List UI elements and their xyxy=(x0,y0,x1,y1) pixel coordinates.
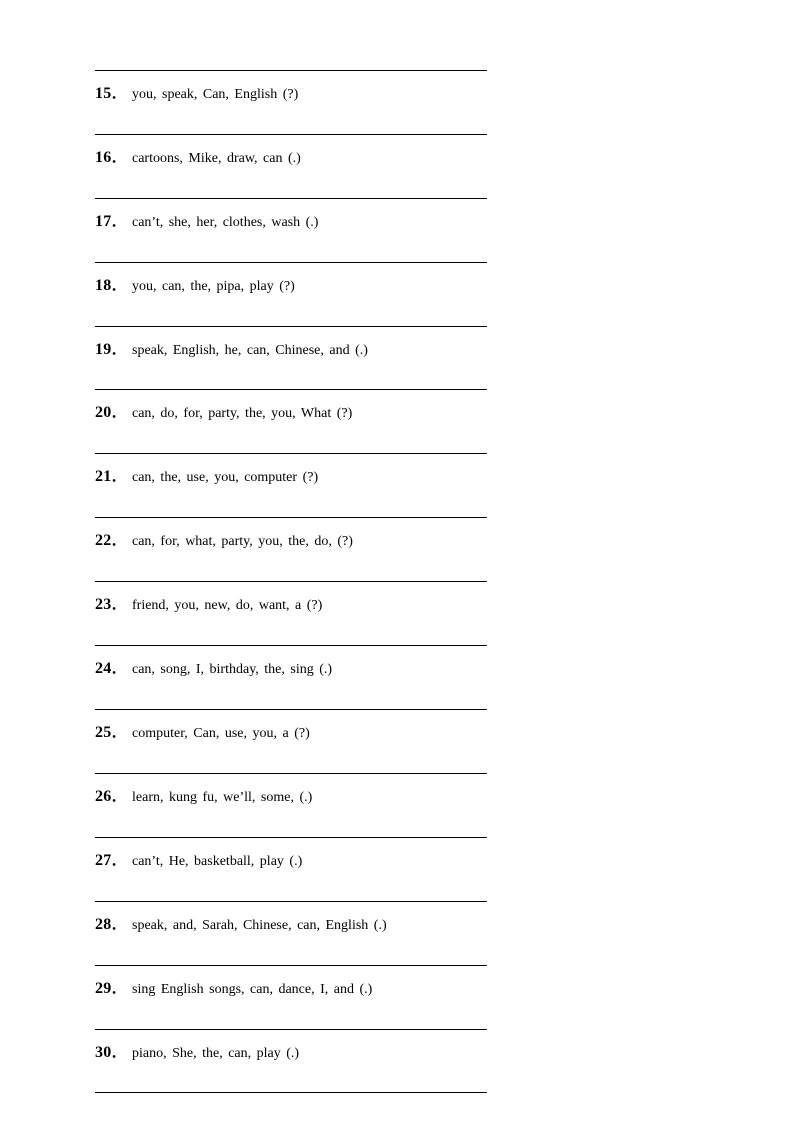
question-18 xyxy=(95,274,487,298)
answer-line[interactable] xyxy=(95,1092,487,1093)
question-words: cartoons, Mike, draw, can (.) xyxy=(132,151,301,166)
question-number: 21． xyxy=(95,468,128,485)
question-words: can’t, He, basketball, play (.) xyxy=(132,854,303,869)
question-number: 29． xyxy=(95,980,128,997)
answer-line[interactable] xyxy=(95,453,487,454)
question-words: learn, kung fu, we’ll, some, (.) xyxy=(132,790,313,805)
question-number: 25． xyxy=(95,724,128,741)
question-21 xyxy=(95,465,487,489)
question-words: computer, Can, use, you, a (?) xyxy=(132,726,310,741)
question-words: speak, English, he, can, Chinese, and (.) xyxy=(132,343,368,358)
question-number: 20． xyxy=(95,404,128,421)
question-22 xyxy=(95,529,487,553)
question-number: 22． xyxy=(95,532,128,549)
answer-line[interactable] xyxy=(95,645,487,646)
answer-line[interactable] xyxy=(95,389,487,390)
answer-line[interactable] xyxy=(95,581,487,582)
question-words: you, speak, Can, English (?) xyxy=(132,87,299,102)
question-30 xyxy=(95,1041,487,1065)
question-words: can, the, use, you, computer (?) xyxy=(132,470,319,485)
answer-line xyxy=(95,70,487,71)
question-number: 26． xyxy=(95,788,128,805)
question-15 xyxy=(95,82,487,106)
question-words: can, song, I, birthday, the, sing (.) xyxy=(132,662,333,677)
answer-line[interactable] xyxy=(95,517,487,518)
question-number: 19． xyxy=(95,341,128,358)
question-number: 17． xyxy=(95,213,128,230)
question-20 xyxy=(95,401,487,425)
question-number: 30． xyxy=(95,1044,128,1061)
question-number: 23． xyxy=(95,596,128,613)
answer-line[interactable] xyxy=(95,326,487,327)
question-26 xyxy=(95,785,487,809)
question-28 xyxy=(95,913,487,937)
answer-line[interactable] xyxy=(95,901,487,902)
question-words: piano, She, the, can, play (.) xyxy=(132,1046,300,1061)
answer-line[interactable] xyxy=(95,198,487,199)
question-24 xyxy=(95,657,487,681)
question-words: can’t, she, her, clothes, wash (.) xyxy=(132,215,319,230)
question-words: you, can, the, pipa, play (?) xyxy=(132,279,295,294)
question-number: 16． xyxy=(95,149,128,166)
question-17 xyxy=(95,210,487,234)
question-16 xyxy=(95,146,487,170)
question-number: 24． xyxy=(95,660,128,677)
question-words: can, for, what, party, you, the, do, (?) xyxy=(132,534,353,549)
answer-line[interactable] xyxy=(95,837,487,838)
question-words: sing English songs, can, dance, I, and (.) xyxy=(132,982,373,997)
question-25 xyxy=(95,721,487,745)
question-number: 28． xyxy=(95,916,128,933)
question-number: 18． xyxy=(95,277,128,294)
answer-line[interactable] xyxy=(95,965,487,966)
question-words: can, do, for, party, the, you, What (?) xyxy=(132,406,353,421)
question-19 xyxy=(95,338,487,362)
question-29 xyxy=(95,977,487,1001)
question-27 xyxy=(95,849,487,873)
answer-line[interactable] xyxy=(95,709,487,710)
answer-line[interactable] xyxy=(95,1029,487,1030)
question-number: 15． xyxy=(95,85,128,102)
question-23 xyxy=(95,593,487,617)
answer-line[interactable] xyxy=(95,773,487,774)
answer-line[interactable] xyxy=(95,134,487,135)
question-number: 27． xyxy=(95,852,128,869)
answer-line[interactable] xyxy=(95,262,487,263)
question-words: speak, and, Sarah, Chinese, can, English (.) xyxy=(132,918,387,933)
question-words: friend, you, new, do, want, a (?) xyxy=(132,598,323,613)
